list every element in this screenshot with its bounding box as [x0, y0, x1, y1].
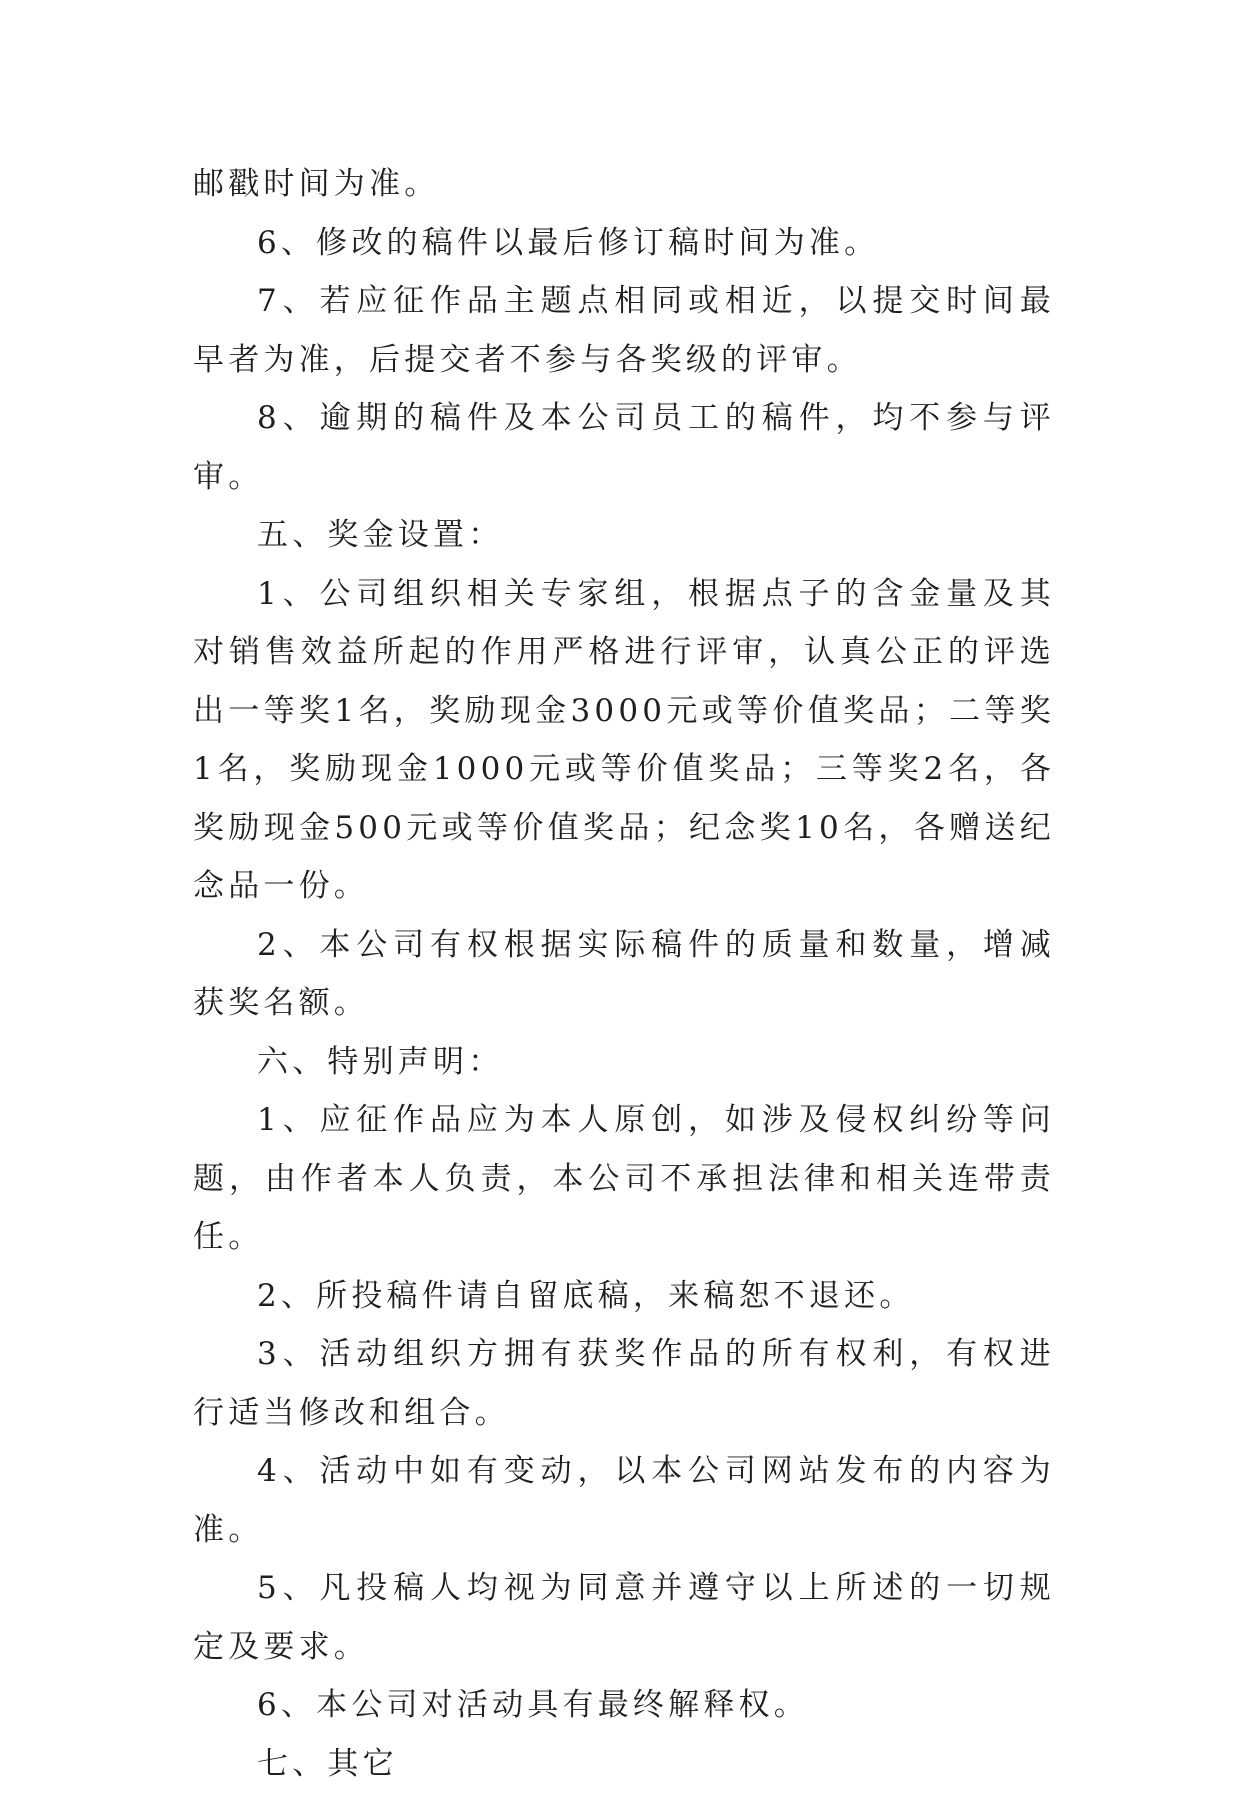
- paragraph-rule-6-revision: 6、修改的稿件以最后修订稿时间为准。: [193, 214, 1055, 273]
- section-heading-special-statement: 六、特别声明：: [193, 1033, 1055, 1092]
- paragraph-prize-2-adjust: 2、本公司有权根据实际稿件的质量和数量，增减获奖名额。: [193, 916, 1055, 1033]
- paragraph-statement-4-changes: 4、活动中如有变动，以本公司网站发布的内容为准。: [193, 1442, 1055, 1559]
- paragraph-statement-1-original: 1、应征作品应为本人原创，如涉及侵权纠纷等问题，由作者本人负责，本公司不承担法律和相关连带责任。: [193, 1091, 1055, 1267]
- paragraph-rule-8-overdue: 8、逾期的稿件及本公司员工的稿件，均不参与评审。: [193, 389, 1055, 506]
- paragraph-postmark-time: 邮戳时间为准。: [193, 155, 1055, 214]
- paragraph-rule-7-same-theme: 7、若应征作品主题点相同或相近，以提交时间最早者为准，后提交者不参与各奖级的评审。: [193, 272, 1055, 389]
- paragraph-statement-5-agreement: 5、凡投稿人均视为同意并遵守以上所述的一切规定及要求。: [193, 1559, 1055, 1676]
- document-body: [193, 155, 1055, 1793]
- section-heading-other: 七、其它: [193, 1735, 1055, 1793]
- paragraph-prize-1-awards: 1、公司组织相关专家组，根据点子的含金量及其对销售效益所起的作用严格进行评审，认真公正的评选出一等奖1名，奖励现金3000元或等价值奖品；二等奖1名，奖励现金1000元或等价值奖品；三等奖2名，各奖励现金500元或等价值奖品；纪念奖10名，各赠送纪念品一份。: [193, 565, 1055, 916]
- paragraph-statement-6-interpretation: 6、本公司对活动具有最终解释权。: [193, 1676, 1055, 1735]
- paragraph-statement-2-no-return: 2、所投稿件请自留底稿，来稿恕不退还。: [193, 1267, 1055, 1326]
- paragraph-statement-3-rights: 3、活动组织方拥有获奖作品的所有权利，有权进行适当修改和组合。: [193, 1325, 1055, 1442]
- section-heading-prize-settings: 五、奖金设置：: [193, 506, 1055, 565]
